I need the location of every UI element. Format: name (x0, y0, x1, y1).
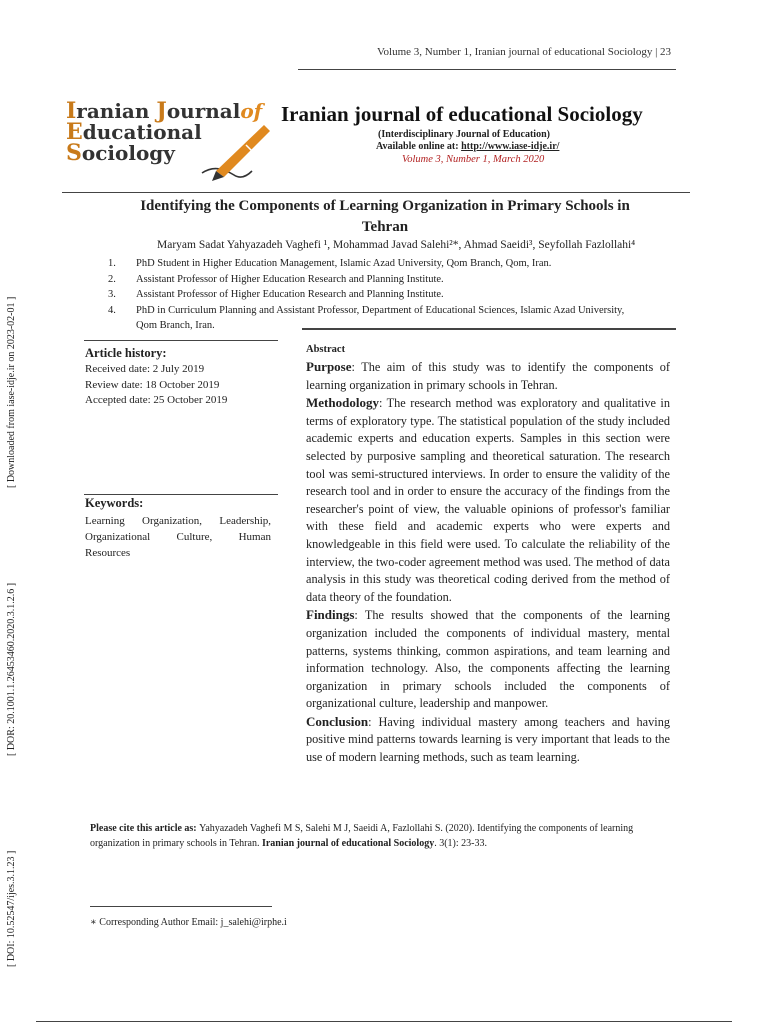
findings-text: : The results showed that the components of the learning organization included the components of individual mastery, mental patterns, systems thinking, common aspirations, and team learning and information technology. Also, the components affecting the learning organization in primary schools included the components of organizational culture, leadership and manpower. (306, 608, 670, 711)
methodology-label: Methodology (306, 395, 379, 411)
conclusion-label: Conclusion (306, 713, 369, 729)
running-head: Volume 3, Number 1, Iranian journal of educational Sociology | 23 (377, 46, 672, 58)
citation-tail: . 3(1): 23-33. (434, 838, 487, 849)
citation-label: Please cite this article as: (90, 823, 200, 834)
keywords-rule (84, 494, 278, 495)
affiliation-item: Qom Branch, Iran. (136, 320, 215, 331)
conclusion-text: : Having individual mastery among teachers and having positive mind patterns towards learning is very important that leads to the use of modern learning methods, such as team learning. (306, 714, 670, 765)
title-rule (62, 192, 690, 193)
issue-info: Volume 3, Number 1, March 2020 (402, 154, 545, 165)
paper-title: Identifying the Components of Learning Organization in Primary Schools in Tehran (140, 198, 630, 235)
author-list: Maryam Sadat Yahyazadeh Vaghefi ¹, Mohammad Javad Salehi²*, Ahmad Saeidi³, Seyfollah Fazlollahi⁴ (157, 239, 636, 251)
pen-icon (194, 119, 274, 185)
available-online: Available online at: http://www.iase-idje.ir/ (376, 141, 560, 152)
keywords-heading: Keywords: (85, 496, 144, 510)
purpose-label: Purpose (306, 359, 352, 374)
side-label-doi: [ DOI: 10.52547/ijes.3.1.23 ] (6, 850, 17, 967)
logo-line-1: Iranian Journalof (66, 98, 263, 124)
review-date: Review date: 18 October 2019 (85, 378, 220, 391)
keywords-text: Learning Organization, Leadership, Organizational Culture, Human Resources (85, 515, 271, 559)
abstract-heading: Abstract (306, 344, 346, 355)
findings-label: Findings (306, 607, 355, 623)
citation-text: Yahyazadeh Vaghefi M S, Salehi M J, Saeidi A, Fazlollahi S. (2020). Identifying the components of learning organization in primary schools in Tehran. (90, 823, 634, 849)
journal-logo (66, 98, 271, 185)
side-label-downloaded: [ Downloaded from iase-idje.ir on 2023-02-01 ] (6, 296, 17, 488)
affiliation-item: 2. Assistant Professor of Higher Education Research and Planning Institute. (108, 273, 444, 285)
affiliation-item: 3. Assistant Professor of Higher Education Research and Planning Institute. (108, 289, 444, 300)
journal-url-link[interactable]: http://www.iase-idje.ir/ (461, 141, 560, 152)
history-rule (84, 340, 278, 341)
journal-title: Iranian journal of educational Sociology (281, 102, 643, 126)
citation (90, 821, 682, 851)
side-label-dor: [ DOR: 20.1001.1.26453460.2020.3.1.2.6 ] (6, 582, 17, 756)
logo-line-3: Sociology (66, 140, 175, 166)
header-rule (298, 69, 676, 70)
methodology-text: : The research method was exploratory and qualitative in terms of exploratory type. The statistical population of the study included academic experts and education experts. Samples in this section were selected by purposive sampling and theoretical saturation. The research tool was semi-structured interviews. In order to ensure the validity of the research tool and in order to ensure the accuracy of the findings from the researcher's point of view, the valuable opinions of professor's familiar with these field and academic experts who were experts and knowledgeable in this field were used. To calculate the reliability of the interview, the two-coder agreement method was used. The method of data analysis in this study was theoretical coding derived from the method of data theory of the foundation. (306, 396, 670, 604)
accepted-date: Accepted date: 25 October 2019 (85, 394, 228, 406)
logo-line-2: Educational (66, 119, 202, 145)
abstract-rule (302, 328, 676, 330)
history-dates (85, 362, 227, 409)
purpose-text: : The aim of this study was to identify the components of learning organization in primary schools in Tehran. (306, 360, 670, 392)
journal-subtitle: (Interdisciplinary Journal of Education) (378, 129, 550, 140)
page-bottom-rule (36, 1021, 732, 1022)
affiliation-item: 4. PhD in Curriculum Planning and Assistant Professor, Department of Educational Sciences, Islamic Azad University, (108, 304, 625, 316)
corresponding-author: ∗ Corresponding Author Email: j_salehi@irphe.i (90, 917, 287, 928)
history-heading: Article history: (85, 346, 167, 360)
received-date: Received date: 2 July 2019 (85, 363, 205, 375)
footnote-rule (90, 906, 272, 907)
citation-journal: Iranian journal of educational Sociology (261, 838, 435, 849)
abstract-body (306, 358, 670, 767)
affiliation-item: 1. PhD Student in Higher Education Management, Islamic Azad University, Qom Branch, Qom, Iran. (108, 258, 552, 269)
affiliation-list (108, 256, 680, 334)
